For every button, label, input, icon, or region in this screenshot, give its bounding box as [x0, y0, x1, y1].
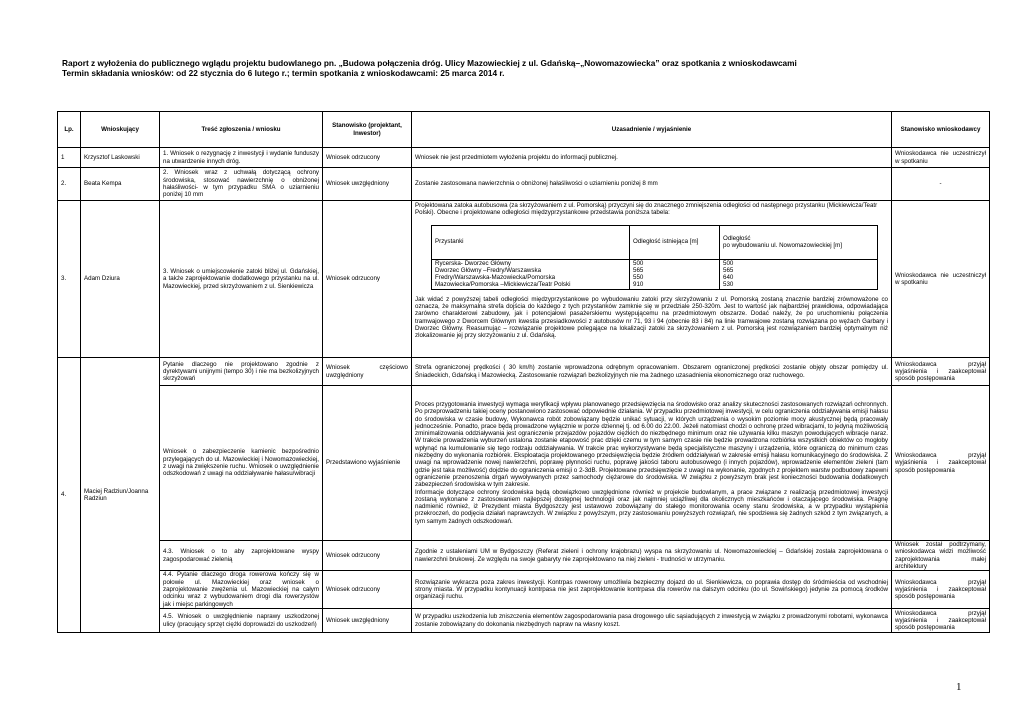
distance-table: [431, 225, 878, 290]
header-justification: Uzasadnienie / wyjaśnienie: [412, 112, 892, 148]
row-position: Wniosek uwzględniony: [323, 168, 412, 201]
report-title: [62, 58, 962, 78]
row-lp: 4.: [58, 358, 81, 633]
row-applicant: Beata Kempa: [81, 168, 160, 201]
row-content: Wniosek o zabezpieczenie kamienic bezpośrednio przylegających do ul. Mazowieckiej i Nowomazowieckiej, z uwagi na zwiększenie ruchu. Wniosek o uwzględnienie odszkodowań z uwagi na oddziaływanie hałasu/wibracji: [160, 386, 323, 541]
header-lp: Lp.: [58, 112, 81, 148]
report-title-line-1: Raport z wyłożenia do publicznego wglądu projektu budowlanego pn. „Budowa połączenia dróg. Ulicy Mazowieckiej z ul. Gdańską–„Nowomazowiecka” oraz spotkania z wnioskodawcami: [62, 58, 797, 68]
row-position: Wniosek częściowo uwzględniony: [323, 358, 412, 386]
row-applicant: Maciej Radziun/Joanna Radziun: [81, 358, 160, 633]
row-applicant: Krzysztof Laskowski: [81, 148, 160, 168]
table-row: [58, 386, 990, 541]
row-justification: Proces przygotowania inwestycji wymaga weryfikacji wpływu planowanego przedsięwzięcia na środowisko oraz analizy skuteczności zastosowanych rozwiązań ochronnych. Po przeprowadzeniu takiej oceny postanowiono zastosować odpowiednie działania. W przypadku przedmiotowej inwestycji, w celu ograniczenia oddziaływania emisji hałasu do środowiska w czasie budowy, Wykonawca robót zobowiązany będzie unikać sytuacji, w których urządzenia o wysokim poziomie mocy akustycznej będą pracowały jednocześnie. Ponadto, prace będą prowadzone wyłącznie w porze dziennej tj. od 6.00 do 22.00. Jeżeli natomiast chodzi o ochronę przed wibracjami, to jedyną możliwością zminimalizowania oddziaływania jest ograniczenie przejazdów pojazdów ciężkich do niezbędnego minimum oraz nie używania kilku maszyn powodujących wibracje naraz. W trakcie prowadzenia wyburzeń ustalona zostanie etapowość prac dzięki czemu w tym samym czasie nie będzie prowadzona rozbiórka wszystkich obiektów co mogłoby wpłynąć na kumulowanie się tego rodzaju oddziaływania. W trakcie prac wykorzystywane będą specjalistyczne maszyny i urządzenia, które ograniczą do minimum czas niezbędny do wykonania rozbiórek. Eksploatacja projektowanego przedsięwzięcia będzie źródłem oddziaływań w zakresie emisji hałasu komunikacyjnego do środowiska. Z uwagi na wprowadzenie nowej nawierzchni, poprawę płynności ruchu, poprawę jakości taboru autobusowego (i innych pojazdów), wprowadzenie elementów zieleni (tam gdzie jest taka możliwość) dojdzie do ograniczenia emisji o 2-3dB. Projektowane przedsięwzięcie z uwagi na wykonanie, zgodnych z projektem warstw podbudowy zapewni ograniczenie przenoszenia drgań wywoływanych przez samochody ciężarowe do środowiska. W związku z powyższym brak jest konieczności budowania dodatkowych zabezpieczeń środowiska w tym zakresie. Informacje dotyczące ochrony środowiska będą obowiązkowo uwzględnione również w projekcie budowlanym, a prace związane z realizacją przedmiotowej inwestycji zostaną wykonane z zastosowaniem najlepszej dostępnej technologii oraz jak najmniej uciążliwej dla okolicznych mieszkańców i otaczającego środowiska. Pragnę nadmienić również, iż Prezydent miasta Bydgoszczy jest ustawowo zobowiązany do stałego monitorowania oceny stanu środowiska, a w przypadku wystąpienia przekroczeń, do podjęcia działań naprawczych. W związku z powyższym, przy zastosowaniu powyższych rozwiązań, nie spodziewa się żadnych szkód z tym związanych, a tym samym żadnych odszkodowań.: [412, 386, 892, 541]
row-applicant-position: Wnioskodawca przyjął wyjaśnienia i zaakceptował sposób postępowania: [892, 609, 990, 633]
row-lp: 3.: [58, 201, 81, 358]
row-position: Wniosek odrzucony: [323, 571, 412, 609]
header-applicant-position: Stanowisko wnioskodawcy: [892, 112, 990, 148]
row-position: Wniosek odrzucony: [323, 148, 412, 168]
row-position: Wniosek odrzucony: [323, 201, 412, 358]
header-position: Stanowisko (projektant, Inwestor): [323, 112, 412, 148]
row-justification: W przypadku uszkodzenia lub zniszczenia elementów zagospodarowania pasa drogowego ulic sąsiadujących z inwestycją w związku z prowadzonymi robotami, wykonawca zostanie zobowiązany do dokonania niezbędnych napraw na własny koszt.: [412, 609, 892, 633]
row-applicant-position: Wniosek został podtrzymany, wnioskodawca widzi możliwość zaprojektowania małej architektury: [892, 541, 990, 571]
distance-existing-values: 500 565 550 910: [630, 259, 720, 289]
report-title-line-2: Termin składania wniosków: od 22 stycznia do 6 lutego r.; termin spotkania z wnioskodawcami: 25 marca 2014 r.: [62, 68, 505, 79]
header-applicant: Wnioskujący: [81, 112, 160, 148]
table-row: [58, 201, 990, 358]
row-position: Wniosek odrzucony: [323, 541, 412, 571]
row-content: 3. Wniosek o umiejscowienie zatoki bliżej ul. Gdańskiej, a także zaprojektowanie dodatkowego przystanku na ul. Mazowieckiej, przed skrzyżowaniem z ul. Sienkiewicza: [160, 201, 323, 358]
row-applicant-position: Wnioskodawca nie uczestniczył w spotkaniu: [892, 148, 990, 168]
report-table: [57, 111, 990, 633]
table-row: [58, 609, 990, 633]
justification-outro: Jak widać z powyższej tabeli odległości międzyprzystankowe po wybudowaniu zatoki przy skrzyżowaniu z ul. Pomorską zostaną znacznie bardziej zrównoważone co oznacza, że maksymalna strefa dojścia do każdego z tych przystanków zamknie się w przedziale 250-320m. Jest to wartość jak najbardziej prawidłowa, odpowiadająca zarówno charakterowi zabudowy, jak i potencjałowi pasażerskiemu występującemu na przedmiotowym obszarze. Dodać należy, że po uruchomieniu połączenia tramwajowego z Dworcem Głównym kwestia przesiadkowości z autobusów nr 71, 93 i 94 (obecnie 83 i 84) na linie tramwajowe zostaną rozwiązana po wężach Garbary i Dworzec Główny. Reasumując – rozwiązanie projektowe polegające na lokalizacji zatoki za skrzyżowaniem z ul. Pomorską jest rozwiązaniem bardziej optymalnym niż zlokalizowanie jej przy skrzyżowaniu z ul. Gdańską.: [415, 295, 888, 340]
row-justification: [412, 201, 892, 358]
row-content: 2. Wniosek wraz z uchwałą dotyczącą ochrony środowiska, stosować nawierzchnię o obniżonej hałaśliwości- w tym przypadku SMA o uziarnieniu poniżej 10 mm: [160, 168, 323, 201]
row-content: 4.3. Wniosek o to aby zaprojektowane wyspy zagospodarować zielenią: [160, 541, 323, 571]
row-applicant: Adam Dziura: [81, 201, 160, 358]
table-header-row: [58, 112, 990, 148]
row-position: Przedstawiono wyjaśnienie: [323, 386, 412, 541]
justification-intro: Projektowana zatoka autobusowa (za skrzyżowaniem z ul. Pomorską) przyczyni się do znacznego zmniejszenia odległości od następnego przystanku (Mickiewicza/Teatr Polski). Obecne i projektowane odległości międzyprzystankowe przedstawia poniższa tabela:: [415, 202, 878, 217]
row-content: Pytanie dlaczego nie projektowano zgodnie z dyrektywami unijnymi (tempo 30) i nie ma bezkolizyjnych skrzyżowań: [160, 358, 323, 386]
row-applicant-position: -: [892, 168, 990, 201]
table-row: [58, 358, 990, 386]
distance-col-new: Odległość po wybudowaniu ul. Nowomazowieckiej [m]: [720, 225, 878, 259]
row-applicant-position: Wnioskodawca przyjął wyjaśnienia i zaakceptował sposób postępowania: [892, 358, 990, 386]
row-applicant-position: Wnioskodawca przyjął wyjaśnienia i zaakceptował sposób postępowania: [892, 571, 990, 609]
row-justification: Zgodnie z ustaleniami UM w Bydgoszczy (Referat zieleni i ochrony krajobrazu) wyspa na skrzyżowaniu ul. Nowomazowieckiej – Gdańskiej została zaprojektowana o nawierzchni brukowej. Ze względu na swoje gabaryty nie zaprojektowano na niej zieleni - trudności w utrzymaniu.: [412, 541, 892, 571]
distance-new-values: 500 565 640 530: [720, 259, 878, 289]
row-position: Wniosek uwzględniony: [323, 609, 412, 633]
row-content: 1. Wniosek o rezygnację z inwestycji i wydanie funduszy na utwardzenie innych dróg.: [160, 148, 323, 168]
row-applicant-position: Wnioskodawca nie uczestniczył w spotkaniu: [892, 201, 990, 358]
header-content: Treść zgłoszenia / wniosku: [160, 112, 323, 148]
row-content: 4.5. Wniosek o uwzględnienie naprawy uszkodzonej ulicy (pracujący sprzęt ciężki doprowadzi do uszkodzeń): [160, 609, 323, 633]
distance-stops: Rycerska- Dworzec Główny Dworzec Główny –Fredry/Warszawska Fredry/Warszawska-Mazowiecka/Pomorska Mazowiecka/Pomorska –Mickiewicza/Teatr Polski: [432, 259, 630, 289]
row-justification: Rozwiązanie wykracza poza zakres inwestycji. Kontrpas rowerowy umożliwia bezpieczny dojazd do ul. Sienkiewicza, co poprawia dostęp do śródmieścia od wschodniej strony miasta. W przypadku kontynuacji kontrpasa nie jest zaprojektowanie kontrpasa dla rowerów na dalszym odcinku (do ul. Sowińskiego) jedynie za pomocą środków organizacji ruchu.: [412, 571, 892, 609]
distance-col-stops: Przystanki: [432, 225, 630, 259]
table-row: [58, 571, 990, 609]
distance-col-existing: Odległość istniejąca [m]: [630, 225, 720, 259]
table-row: [58, 541, 990, 571]
row-lp: 1: [58, 148, 81, 168]
row-justification: Wniosek nie jest przedmiotem wyłożenia projektu do informacji publicznej.: [412, 148, 892, 168]
table-row: [58, 148, 990, 168]
row-lp: 2.: [58, 168, 81, 201]
row-justification: Zostanie zastosowana nawierzchnia o obniżonej hałaśliwości o uziarnieniu poniżej 8 mm: [412, 168, 892, 201]
page-number: 1: [956, 681, 962, 693]
row-content: 4.4. Pytanie dlaczego droga rowerowa kończy się w połowie ul. Mazowieckiej oraz wniosek o zaprojektowanie zwężenia ul. Mazowieckiej na całym odcinku wraz z wybudowaniem drogi dla rowerzystów jak i miejsc parkingowych: [160, 571, 323, 609]
table-row: [58, 168, 990, 201]
row-justification: Strefa ograniczonej prędkości ( 30 km/h) zostanie wprowadzona odrębnym opracowaniem. Obszarem ograniczonej prędkości zostanie objęty obszar pomiędzy ul. Śniadeckich, Gdańską i Mazowiecką. Zastosowanie rozwiązań bezkolizyjnych nie ma żadnego uzasadnienia ekonomicznego oraz ruchowego.: [412, 358, 892, 386]
row-applicant-position: Wnioskodawca przyjął wyjaśnienia i zaakceptował sposób postępowania: [892, 386, 990, 541]
